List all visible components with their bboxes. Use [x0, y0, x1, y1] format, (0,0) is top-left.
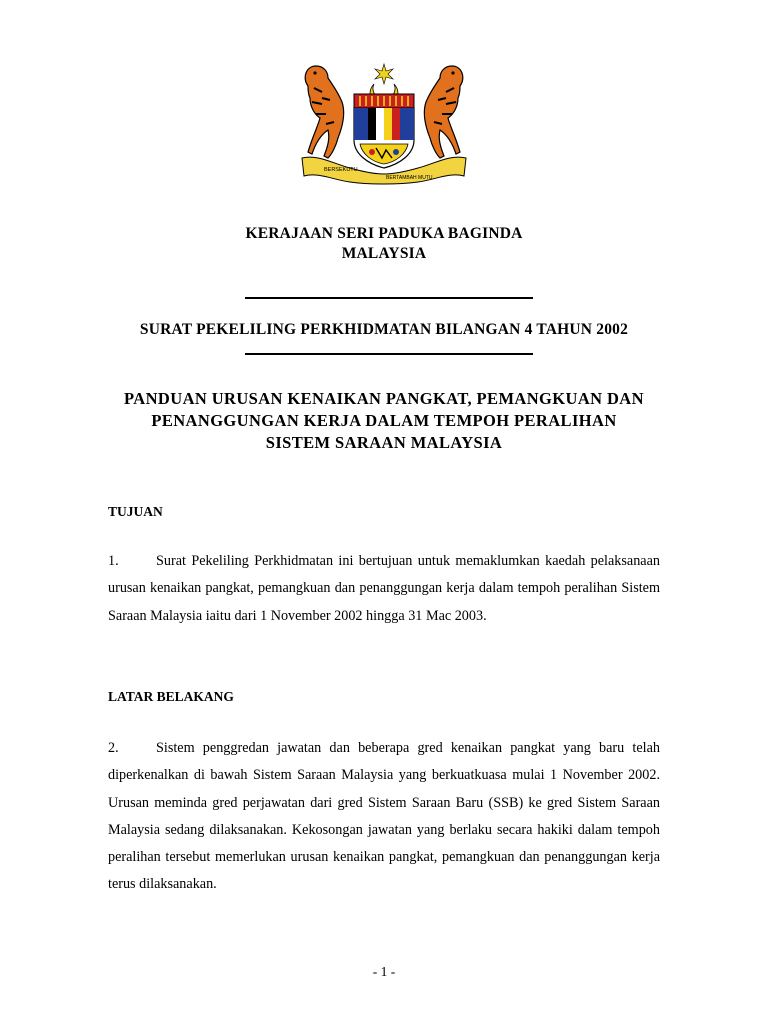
circular-number: SURAT PEKELILING PERKHIDMATAN BILANGAN 4 TAHUN 2002 [139, 321, 629, 338]
left-tiger-icon [305, 66, 343, 158]
right-tiger-icon [424, 66, 462, 158]
paragraph-text: Surat Pekeliling Perkhidmatan ini bertujuan untuk memaklumkan kaedah pelaksanaan urusan kenaikan pangkat, pemangkuan dan penanggungan kerja dalam tempoh peralihan Sistem Saraan Malaysia iaitu dari 1 November 2002 hingga 31 Mac 2003. [108, 553, 660, 624]
paragraph-text: Sistem penggredan jawatan dan beberapa gred kenaikan pangkat yang baru telah diperkenalkan di bawah Sistem Saraan Malaysia yang berkuatkuasa mulai 1 November 2002. Urusan meminda gred perjawatan dari gred Sistem Saraan Baru (SSB) ke gred Sistem Saraan Malaysia sedang dilaksanakan. Kekosongan jawatan yang berlaku secara hakiki dalam tempoh peralihan tersebut memerlukan urusan kenaikan pangkat, pemangkuan dan penanggungan kerja terus dilaksanakan. [108, 740, 660, 893]
government-name: KERAJAAN SERI PADUKA BAGINDA [245, 225, 523, 242]
divider-line-bottom [245, 353, 533, 355]
paragraph-2 [108, 735, 660, 899]
paragraph-1 [108, 548, 660, 630]
svg-text:BERSEKUTU: BERSEKUTU [324, 167, 358, 173]
paragraph-number: 1. [108, 553, 119, 569]
country-name: MALAYSIA [341, 245, 427, 262]
malaysia-coat-of-arms-icon [298, 58, 470, 186]
paragraph-number: 2. [108, 740, 119, 756]
svg-text:BERTAMBAH MUTU: BERTAMBAH MUTU [386, 175, 433, 181]
section-heading-latar-belakang: LATAR BELAKANG [108, 689, 234, 704]
page-number: - 1 - [372, 964, 396, 979]
title-line-3: SISTEM SARAAN MALAYSIA [265, 433, 503, 452]
title-line-2: PENANGGUNGAN KERJA DALAM TEMPOH PERALIHAN [151, 411, 617, 430]
divider-line-top [245, 297, 533, 299]
section-heading-tujuan: TUJUAN [108, 504, 163, 519]
document-title [0, 388, 768, 454]
title-line-1: PANDUAN URUSAN KENAIKAN PANGKAT, PEMANGKUAN DAN [124, 389, 644, 408]
